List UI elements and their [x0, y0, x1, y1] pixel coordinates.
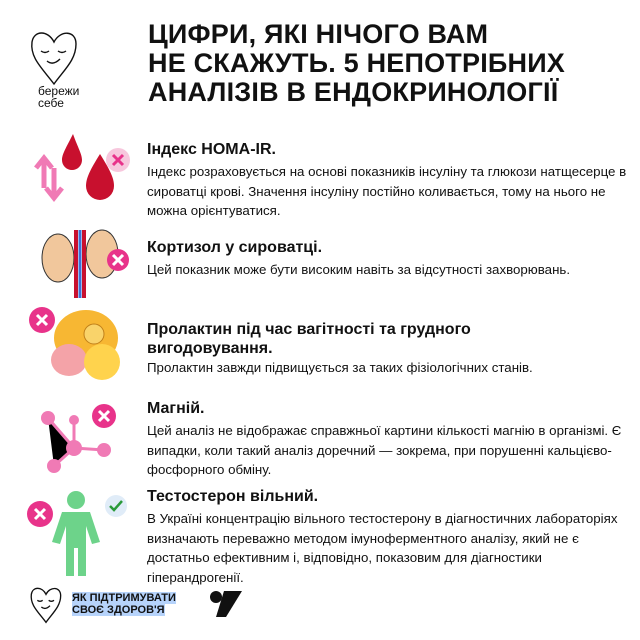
list-item-text: [147, 358, 627, 378]
human-figure-icon: [22, 488, 132, 582]
footer-link[interactable]: ЯК ПІДТРИМУВАТИ СВОЄ ЗДОРОВ'Я: [72, 592, 176, 616]
blood-drops-icon: [28, 128, 133, 208]
footer-heart-icon: [28, 585, 64, 625]
list-item: [147, 320, 507, 361]
item-text: Цей показник може бути високим навіть за відсутності захворювань.: [147, 262, 571, 277]
breastfeeding-icon: [24, 302, 134, 392]
list-item: [147, 487, 627, 587]
brand-mark-icon: [210, 590, 244, 618]
item-title: Магній.: [147, 400, 205, 417]
list-item: [147, 399, 627, 480]
item-title: Кортизол у сироватці.: [147, 239, 323, 256]
item-text: В Україні концентрацію вільного тестостерону в діагностичних лабораторіях визначають переважно методом імуноферментного аналізу, який не є достатньо ефективним і, відповідно, показовим для діагностики гіперандрогенії.: [147, 511, 618, 585]
item-text: Індекс розраховується на основі показників інсуліну та глюкози натщесерце в сироватці крові. Значення інсуліну постійно коливається, тому на нього не можна орієнтуватися.: [147, 164, 627, 218]
kidneys-icon: [36, 226, 136, 298]
item-title: Пролактин під час вагітності та грудного вигодовування.: [147, 321, 471, 357]
item-title: Індекс HOMA-IR.: [147, 141, 276, 158]
brand-name: бережи себе: [38, 84, 80, 110]
item-title: Тестостерон вільний.: [147, 488, 319, 505]
page-title: ЦИФРИ, ЯКІ НІЧОГО ВАМ НЕ СКАЖУТЬ. 5 НЕПОТРІБНИХ АНАЛІЗІВ В ЕНДОКРИНОЛОГІЇ: [148, 19, 566, 107]
item-text: Цей аналіз не відображає справжньої картини кількості магнію в організмі. Є випадки, коли такий аналіз доречний — зокрема, при порушенні кальцієво-фосфорного обміну.: [147, 423, 622, 477]
item-text: Пролактин завжди підвищується за таких фізіологічних станів.: [147, 360, 533, 375]
list-item: [147, 238, 627, 280]
heart-logo-icon: [28, 28, 80, 88]
molecule-icon: [26, 400, 126, 492]
list-item: [147, 140, 627, 221]
